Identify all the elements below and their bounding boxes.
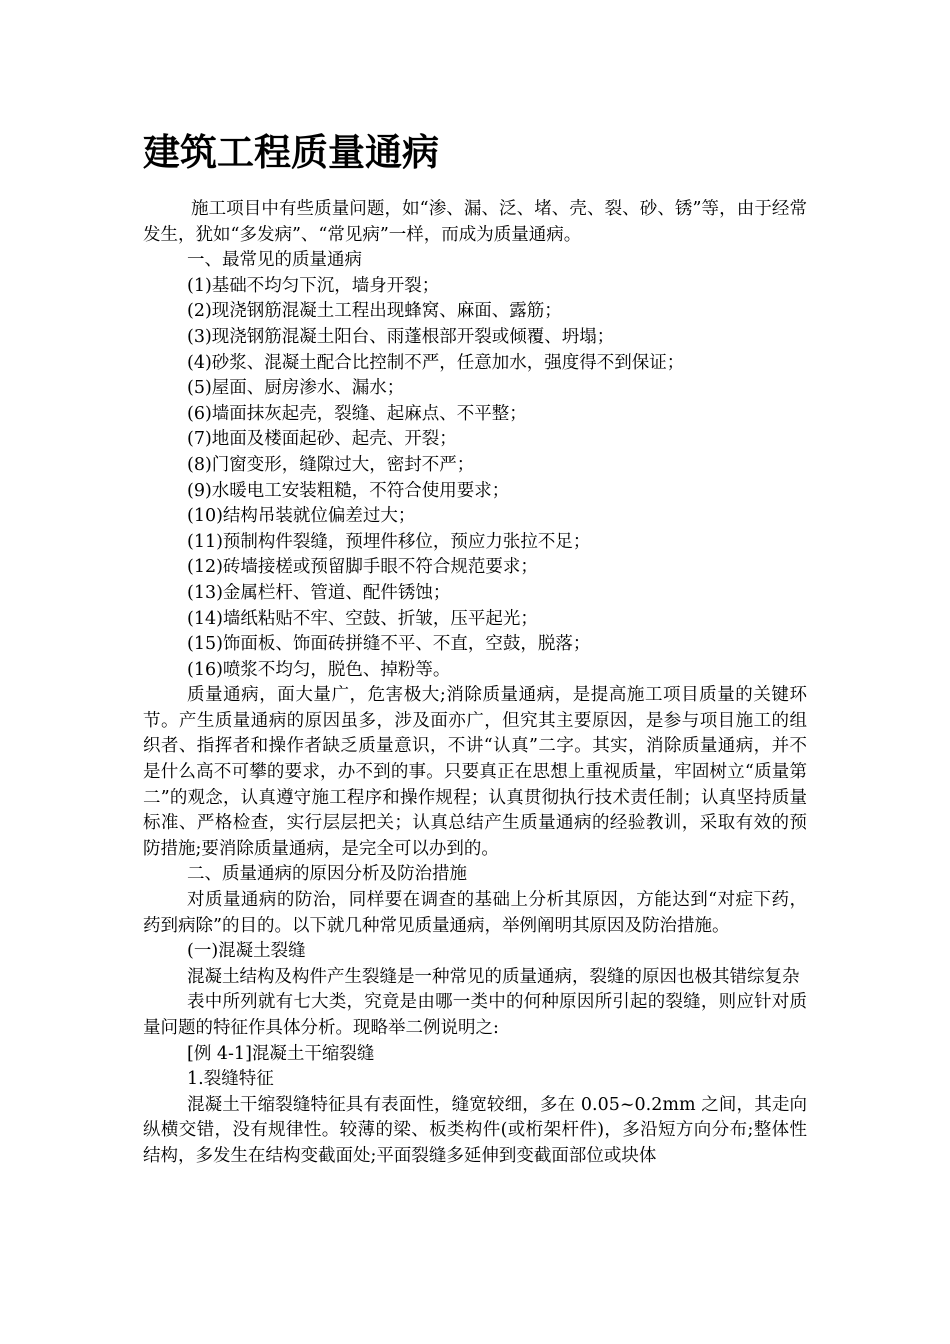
example-heading: [例 4-1]混凝土干缩裂缝: [187, 1043, 375, 1064]
list-item: (16)喷浆不均匀，脱色、掉粉等。: [187, 659, 451, 680]
paragraph: 混凝土结构及构件产生裂缝是一种常见的质量通病，裂缝的原因也极其错综复杂: [187, 966, 800, 987]
list-item: (11)预制构件裂缝，预埋件移位，预应力张拉不足；: [187, 531, 591, 552]
paragraph: 混凝土干缩裂缝特征具有表面性，缝宽较细，多在 0.05~0.2mm 之间，其走向纵横交错，没有规律性。较薄的梁、板类构件(或桁架杆件)，多沿短方向分布;整体性结构，多发生在结构变截面处;平面裂缝多延伸到变截面部位或块体: [143, 1094, 807, 1166]
list-item: (9)水暖电工安装粗糙，不符合使用要求；: [187, 480, 510, 501]
list-item: (4)砂浆、混凝土配合比控制不严，任意加水，强度得不到保证；: [187, 352, 685, 373]
list-item: (2)现浇钢筋混凝土工程出现蜂窝、麻面、露筋；: [187, 301, 562, 322]
paragraph: 质量通病，面大量广，危害极大;消除质量通病，是提高施工项目质量的关键环节。产生质量通病的原因虽多，涉及面亦广，但究其主要原因，是参与项目施工的组织者、指挥者和操作者缺乏质量意识，不讲“认真”二字。其实，消除质量通病，并不是什么高不可攀的要求，办不到的事。只要真正在思想上重视质量，牢固树立“质量第二”的观念，认真遵守施工程序和操作规程；认真贯彻执行技术责任制；认真坚持质量标准、严格检查，实行层层把关；认真总结产生质量通病的经验教训，采取有效的预防措施;要消除质量通病，是完全可以办到的。: [143, 685, 807, 859]
list-item: (12)砖墙接槎或预留脚手眼不符合规范要求；: [187, 557, 538, 578]
list-item: (10)结构吊装就位偏差过大；: [187, 506, 416, 527]
section-heading: 一、最常见的质量通病: [187, 250, 362, 271]
list-item: (14)墙纸粘贴不牢、空鼓、折皱，压平起光；: [187, 608, 538, 629]
subsection-heading: 1.裂缝特征: [187, 1069, 274, 1090]
list-item: (15)饰面板、饰面砖拼缝不平、不直，空鼓，脱落；: [187, 634, 591, 655]
list-item: (3)现浇钢筋混凝土阳台、雨蓬根部开裂或倾覆、坍塌；: [187, 326, 615, 347]
list-item: (13)金属栏杆、管道、配件锈蚀；: [187, 582, 451, 603]
list-item: (7)地面及楼面起砂、起壳、开裂；: [187, 429, 457, 450]
subsection-heading: (一)混凝土裂缝: [187, 941, 306, 962]
paragraph: 对质量通病的防治，同样要在调查的基础上分析其原因，方能达到“对症下药，药到病除”的目的。以下就几种常见质量通病，举例阐明其原因及防治措施。: [143, 890, 807, 936]
list-item: (5)屋面、厨房渗水、漏水；: [187, 378, 405, 399]
list-item: (1)基础不均匀下沉，墙身开裂；: [187, 275, 440, 296]
paragraph: 施工项目中有些质量问题，如“渗、漏、泛、堵、壳、裂、砂、锈”等，由于经常发生，犹如“多发病”、“常见病”一样，而成为质量通病。: [143, 199, 807, 245]
paragraph: 表中所列就有七大类，究竟是由哪一类中的何种原因所引起的裂缝，则应针对质量问题的特征作具体分析。现略举二例说明之:: [143, 992, 807, 1038]
section-heading: 二、质量通病的原因分析及防治措施: [187, 864, 467, 885]
list-item: (8)门窗变形，缝隙过大，密封不严；: [187, 454, 475, 475]
document-title: 建筑工程质量通病: [143, 131, 439, 174]
document-body: [143, 197, 807, 1170]
list-item: (6)墙面抹灰起壳，裂缝、起麻点、不平整；: [187, 403, 527, 424]
